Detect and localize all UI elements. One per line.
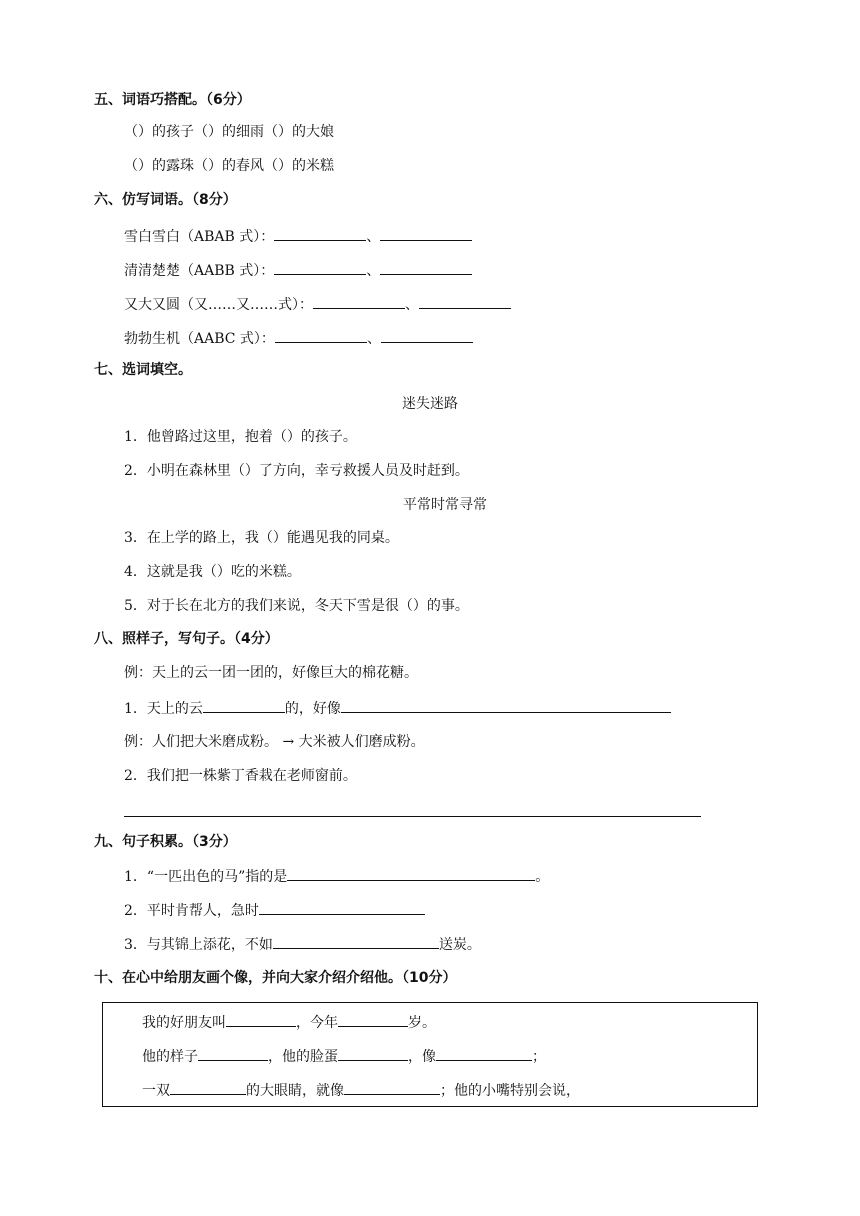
section-6-title: 六、仿写词语。（8分） [94,192,237,208]
s6-item-4-label: 勃勃生机（AABC 式）： [124,331,275,347]
s7-question-1: 1．他曾路过这里，抱着（）的孩子。 [124,429,357,445]
s10-l2-c: ，像 [408,1049,436,1065]
s7-question-3: 3．在上学的路上，我（）能遇见我的同桌。 [124,530,399,546]
answer-blank[interactable] [380,226,472,241]
s8-example-2: 例：人们把大米磨成粉。 → 大米被人们磨成粉。 [124,734,425,750]
answer-blank[interactable] [275,328,367,343]
word-choices-1: 迷失迷路 [402,396,458,412]
s10-line-3 [142,1080,580,1101]
answer-blank[interactable] [259,900,425,915]
s10-l3-b: 的大眼睛，就像 [246,1083,344,1099]
section-7-title: 七、选词填空。 [94,362,192,378]
s10-l2-a: 他的样子 [142,1049,198,1065]
s9-q2-prefix: 2．平时肯帮人，急时 [124,903,259,919]
section-9-title: 九、句子积累。（3分） [94,834,237,850]
s9-question-1 [124,866,549,887]
s7-question-2: 2．小明在森林里（）了方向，幸亏救援人员及时赶到。 [124,463,469,479]
s10-l3-a: 一双 [142,1083,170,1099]
separator: 、 [366,263,381,279]
answer-blank[interactable] [341,698,671,713]
s6-item-3-label: 又大又圆（又……又……式）： [124,297,313,313]
s6-item-2 [124,260,472,281]
separator: 、 [366,229,381,245]
s7-question-5: 5．对于长在北方的我们来说，冬天下雪是很（）的事。 [124,598,469,614]
answer-blank[interactable] [274,260,366,275]
answer-blank[interactable] [287,866,535,881]
answer-blank[interactable] [198,1046,268,1061]
answer-line[interactable] [124,816,701,817]
s5-row-1: （）的孩子（）的细雨（）的大娘 [124,124,334,140]
answer-blank[interactable] [274,226,366,241]
answer-blank[interactable] [313,294,405,309]
answer-blank[interactable] [419,294,511,309]
s9-q1-prefix: 1．“一匹出色的马”指的是 [124,869,288,885]
s9-question-2 [124,900,425,921]
s6-item-1 [124,226,472,247]
answer-blank[interactable] [381,328,473,343]
s8-question-1 [124,698,671,719]
answer-blank[interactable] [170,1080,246,1095]
s10-l3-c: ；他的小嘴特别会说， [440,1083,580,1099]
answer-blank[interactable] [203,698,285,713]
section-10-title: 十、在心中给朋友画个像，并向大家介绍介绍他。（10分） [94,970,457,986]
s8-q1-middle: 的，好像 [284,701,341,717]
answer-blank[interactable] [338,1012,408,1027]
answer-blank[interactable] [338,1046,408,1061]
s10-l2-d: ； [532,1049,546,1065]
word-choices-2: 平常时常寻常 [403,497,487,513]
s9-q1-suffix: 。 [535,869,550,885]
s10-l1-b: ，今年 [296,1015,338,1031]
s9-q3-suffix: 送炭。 [438,937,481,953]
s10-l2-b: ，他的脸蛋 [268,1049,338,1065]
section-8-title: 八、照样子，写句子。（4分） [94,631,279,647]
s8-example-1: 例：天上的云一团一团的，好像巨大的棉花糖。 [124,665,418,681]
s10-l1-c: 岁。 [408,1015,436,1031]
s6-item-1-label: 雪白雪白（ABAB 式）： [124,229,275,245]
s6-item-2-label: 清清楚楚（AABB 式）： [124,263,275,279]
answer-blank[interactable] [344,1080,440,1095]
s8-q1-prefix: 1．天上的云 [124,701,203,717]
s9-q3-prefix: 3．与其锦上添花，不如 [124,937,273,953]
s5-row-2: （）的露珠（）的春风（）的米糕 [124,158,334,174]
s10-line-2 [142,1046,546,1067]
s9-question-3 [124,934,481,955]
answer-blank[interactable] [380,260,472,275]
answer-blank[interactable] [436,1046,532,1061]
answer-blank[interactable] [273,934,439,949]
separator: 、 [405,297,419,313]
section-5-title: 五、词语巧搭配。（6分） [94,92,251,108]
s7-question-4: 4．这就是我（）吃的米糕。 [124,564,301,580]
answer-blank[interactable] [226,1012,296,1027]
s6-item-4 [124,328,473,349]
s6-item-3 [124,294,511,315]
s10-l1-a: 我的好朋友叫 [142,1015,226,1031]
s10-line-1 [142,1012,436,1033]
separator: 、 [366,331,381,347]
s8-question-2: 2．我们把一株紫丁香栽在老师窗前。 [124,768,357,784]
